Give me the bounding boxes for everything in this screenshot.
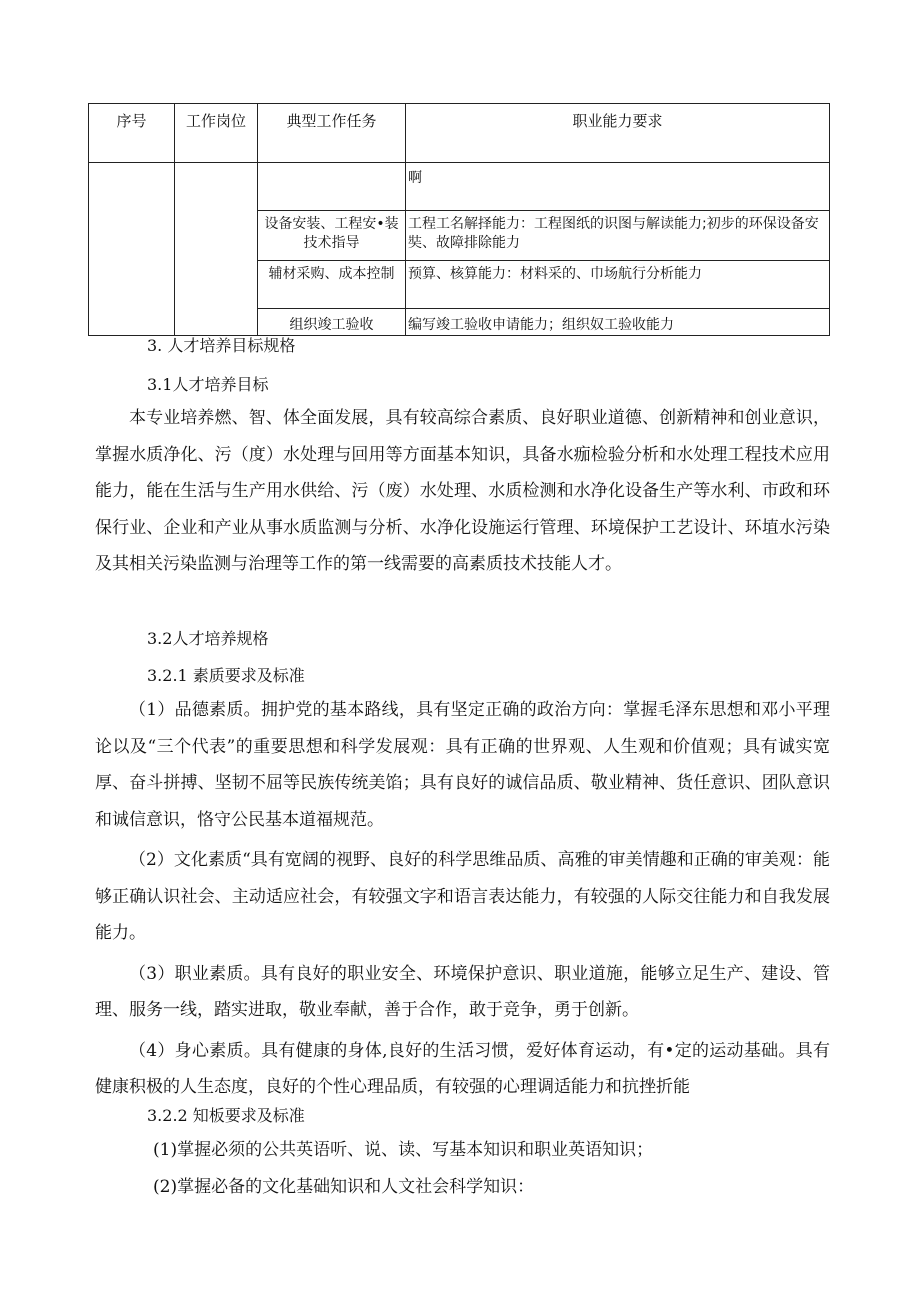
cell-index bbox=[89, 163, 175, 336]
table-row-req: 工程工名解择能力：工程图纸的识图与解读能力;初步的环保设备安奘、故障排除能力 bbox=[406, 211, 830, 261]
paragraph: （2）文化素质“具有宽阔的视野、良好的科学思维品质、高雅的审美情趣和正确的审美观：能够正确认识社会、主动适应社会，有较强文字和语言表达能力，有较强的人际交往能力和自我发展能力。 bbox=[95, 850, 830, 943]
header-position: 工作岗位 bbox=[175, 104, 258, 163]
header-task: 典型工作任务 bbox=[258, 104, 406, 163]
table-row-req: 预算、核算能力：材料采的、巾场航行分析能力 bbox=[406, 261, 830, 309]
header-requirement: 职业能力要求 bbox=[406, 104, 830, 163]
table-row-task: 设备安装、工程安•装技术指导 bbox=[258, 211, 406, 261]
section-3-2-1-heading: 3.2.1 素质要求及标准 bbox=[147, 666, 305, 685]
paragraph: (2)掌握必备的文化基础知识和人文社会科学知识： bbox=[153, 1176, 535, 1197]
paragraph: 本专业培养燃、智、体全面发展，具有较高综合素质、良好职业道德、创新精神和创业意识，掌握水质净化、污（度）水处理与回用等方面基本知识，具备水痂检验分析和水处理工程技术应用能力，能在生活与生产用水供给、污（废）水处理、水质检测和水净化设备生产等水利、市政和环保行业、企业和产业从事水质监测与分析、水净化设施运行管理、环境保护工艺设计、环埴水污染及其相关污染监测与治理等工作的第一线需要的高素质技术技能人才。 bbox=[95, 408, 830, 574]
section-3-2-2-heading: 3.2.2 知板要求及标准 bbox=[147, 1106, 305, 1125]
paragraph: （4）身心素质。具有健康的身体,良好的生活习惯，爱好体育运动，有•定的运动基础。具有健康积极的人生态度，良好的个性心理品质，有较强的心理调适能力和抗挫折能 bbox=[95, 1040, 830, 1097]
cell-position bbox=[175, 163, 258, 336]
paragraph: （1）品德素质。拥护党的基本路线，具有坚定正确的政治方向：掌握毛泽东思想和邓小平理论以及“三个代表”的重要思想和科学发展观：具有正确的世界观、人生观和价值观；具有诚实宽厚、奋斗拼搏、坚韧不屈等民族传统美馅；具有良好的诚信品质、敬业精神、货任意识、团队意识和诚信意识，恪守公民基本道福规范。 bbox=[95, 700, 830, 830]
quality-list bbox=[95, 692, 830, 1106]
table-row-req: 编写竣工验收申请能力；组织奴工验收能力 bbox=[406, 309, 830, 336]
section-3-1-heading: 3.1人才培养目标 bbox=[147, 375, 269, 394]
table-row-task: 组织竣工验收 bbox=[258, 309, 406, 336]
paragraph: （3）职业素质。具有良好的职业安全、环境保护意识、职业道施，能够立足生产、建设、管理、服务一线，踏实进取，敬业奉献，善于合作，敢于竞争，勇于创新。 bbox=[95, 963, 830, 1020]
paragraph: (1)掌握必须的公共英语听、说、读、写基本知识和职业英语知识； bbox=[153, 1140, 654, 1160]
knowledge-list bbox=[153, 1132, 833, 1205]
header-index: 序号 bbox=[89, 104, 175, 163]
table-row-req: 啊 bbox=[406, 163, 830, 211]
table-row-task: 辅材采购、成本控制 bbox=[258, 261, 406, 309]
section-3-2-heading: 3.2人才培养规格 bbox=[147, 629, 269, 648]
section-3-1-body bbox=[95, 400, 830, 583]
table-row-task bbox=[258, 163, 406, 211]
section-3-heading: 3. 人才培养目标规格 bbox=[147, 336, 296, 355]
competency-table bbox=[88, 103, 830, 336]
